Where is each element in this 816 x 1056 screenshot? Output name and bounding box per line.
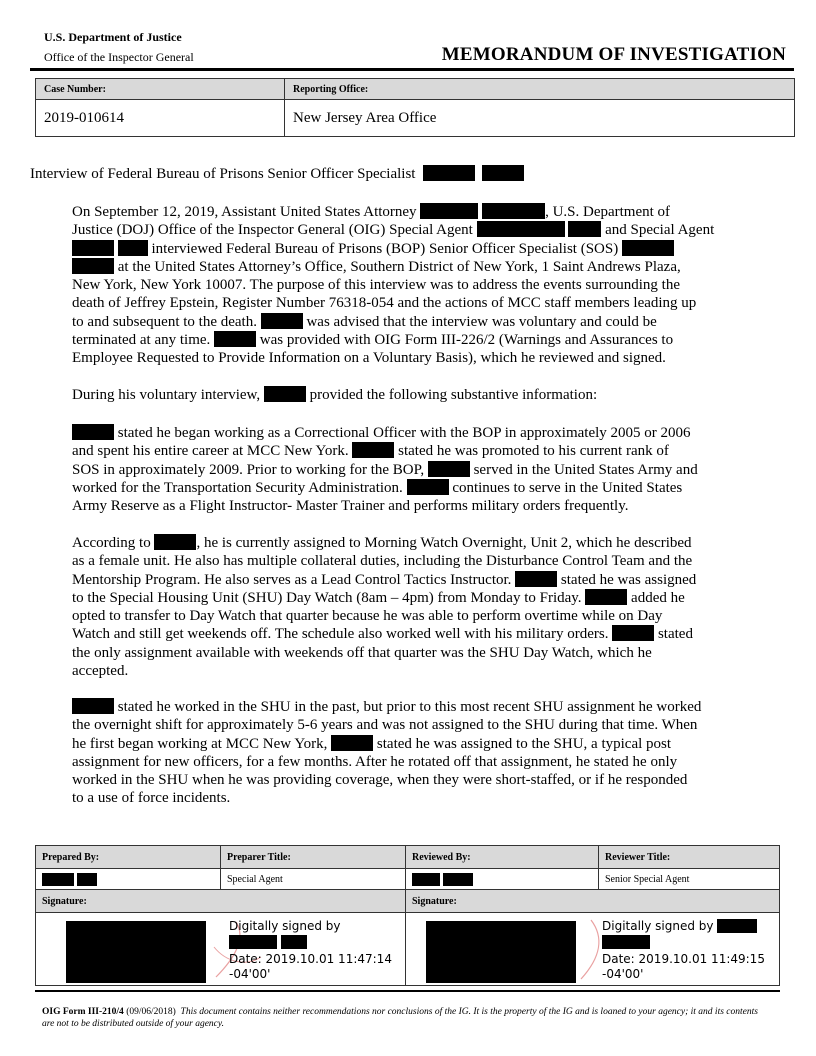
redaction [118, 240, 148, 256]
redaction [602, 935, 650, 949]
paragraph-5 [72, 698, 701, 808]
redaction [443, 873, 473, 886]
signature-timezone: -04'00' [229, 967, 271, 981]
text-run: at the United States Attorney’s Office, Southern District of New York, 1 Saint Andrews Plaza, [117, 258, 681, 275]
redaction [515, 571, 557, 587]
text-run: Justice (DOJ) Office of the Inspector General (OIG) Special Agent [72, 222, 473, 239]
redaction [428, 461, 470, 477]
redaction [477, 221, 565, 237]
reporting-office-label: Reporting Office: [285, 79, 795, 100]
redaction [568, 221, 601, 237]
digital-signature-text [602, 919, 765, 982]
case-info-table [35, 78, 795, 137]
text-run: During his voluntary interview, [72, 387, 261, 403]
text-run: stated he was assigned to the SHU, a typical post [376, 735, 672, 752]
paragraph-2 [72, 386, 597, 404]
text-run: , he is currently assigned to Morning Watch Overnight, Unit 2, which he described [196, 535, 692, 551]
redaction [72, 258, 114, 274]
redacted-signature [66, 921, 206, 983]
text-run: stated [657, 626, 693, 643]
text-line: New York, New York 10007. The purpose of this interview was to address the events surrounding the [72, 277, 680, 294]
text-run: terminated at any time. [72, 332, 211, 349]
text-run: continues to serve in the United States [452, 479, 683, 496]
redaction [482, 203, 545, 219]
text-run: stated he was promoted to his current rank of [398, 443, 669, 460]
redaction [261, 313, 303, 329]
redaction [331, 735, 373, 751]
text-line: Employee Requested to Provide Information on a Voluntary Basis), which he reviewed and signed. [72, 350, 666, 367]
redaction [612, 625, 654, 641]
preparer-signature-cell[interactable] [36, 913, 406, 986]
text-line: Army Reserve as a Flight Instructor- Master Trainer and performs military orders frequently. [72, 498, 629, 515]
text-run: served in the United States Army and [473, 461, 698, 478]
reviewer-signature-cell[interactable] [406, 913, 780, 986]
interview-subject [30, 165, 524, 183]
text-run: SOS in approximately 2009. Prior to working for the BOP, [72, 461, 425, 478]
redaction [264, 386, 306, 402]
redaction [281, 935, 307, 949]
redaction [154, 534, 196, 550]
signer-name [229, 935, 392, 951]
text-run: and Special Agent [605, 222, 715, 239]
subject-text: Interview of Federal Bureau of Prisons Senior Officer Specialist [30, 166, 416, 182]
agency-name: U.S. Department of Justice [44, 30, 182, 44]
text-run: was provided with OIG Form III-226/2 (Warnings and Assurances to [259, 332, 674, 349]
reviewed-by-label: Reviewed By: [406, 846, 599, 869]
paragraph-3 [72, 424, 698, 515]
text-line: the only assignment available with weekends off that quarter was the SHU Day Watch, which he [72, 644, 652, 661]
text-line: opted to transfer to Day Watch that quarter because he was able to perform overtime while on Day [72, 608, 663, 625]
text-run: added he [631, 589, 685, 606]
text-line: assignment for new officers, for a few months. After he rotated off that assignment, he stated he only [72, 753, 678, 770]
prepared-by-label: Prepared By: [36, 846, 221, 869]
redaction [622, 240, 674, 256]
text-run: According to [72, 535, 151, 551]
form-disclaimer: This document contains neither recommendations nor conclusions of the IG. It is the property of the IG and is loaned to your agency; it and its contents are not to be distributed outside of your agency. [42, 1007, 758, 1029]
text-line: the overnight shift for approximately 5-6 years and was not assigned to the SHU during that time. When [72, 717, 698, 734]
text-line: as a female unit. He also has multiple collateral duties, including the Disturbance Control Team and the [72, 553, 693, 570]
office-name: Office of the Inspector General [44, 50, 194, 64]
redaction [585, 589, 627, 605]
reviewer-title: Senior Special Agent [599, 869, 780, 890]
form-date: (09/06/2018) [126, 1007, 176, 1017]
text-run: to and subsequent to the death. [72, 313, 257, 330]
footer-rule [35, 990, 780, 992]
case-number-label: Case Number: [36, 79, 285, 100]
redaction [77, 873, 97, 886]
redaction [420, 203, 478, 219]
reviewer-title-label: Reviewer Title: [599, 846, 780, 869]
text-line: death of Jeffrey Epstein, Register Number 76318-054 and the actions of MCC staff members leading up [72, 295, 697, 312]
header-rule [30, 68, 794, 71]
digitally-signed-label: Digitally signed by [602, 919, 714, 933]
signature-label-right: Signature: [406, 890, 780, 913]
signature-timezone: -04'00' [602, 967, 644, 981]
text-run: Mentorship Program. He also serves as a Lead Control Tactics Instructor. [72, 571, 512, 588]
redaction [42, 873, 74, 886]
redaction [482, 165, 524, 181]
text-run: to the Special Housing Unit (SHU) Day Watch (8am – 4pm) from Monday to Friday. [72, 589, 582, 606]
text-run: he first began working at MCC New York, [72, 735, 328, 752]
reporting-office: New Jersey Area Office [285, 100, 795, 137]
redaction [72, 698, 114, 714]
text-run: provided the following substantive information: [309, 387, 598, 403]
digitally-signed-label: Digitally signed by [229, 919, 341, 933]
redaction [229, 935, 277, 949]
redaction [412, 873, 440, 886]
redaction [72, 240, 114, 256]
text-run: and spent his entire career at MCC New York. [72, 443, 349, 460]
case-number: 2019-010614 [36, 100, 285, 137]
form-id: OIG Form III-210/4 [42, 1007, 124, 1017]
text-line: accepted. [72, 663, 129, 680]
text-run: Watch and still get weekends off. The schedule also worked well with his military orders. [72, 626, 609, 643]
redaction [72, 424, 114, 440]
redaction [352, 442, 394, 458]
digital-signature-text [229, 919, 392, 982]
redaction [423, 165, 475, 181]
signature-table [35, 845, 780, 986]
paragraph-1 [72, 203, 714, 368]
preparer-title-label: Preparer Title: [221, 846, 406, 869]
document-title: MEMORANDUM OF INVESTIGATION [441, 44, 786, 65]
text-run: worked for the Transportation Security Administration. [72, 479, 403, 496]
signature-date: Date: 2019.10.01 11:47:14 [229, 952, 392, 966]
text-line: worked in the SHU when he was providing coverage, when they were short-staffed, or if he responded [72, 772, 688, 789]
signer-name [602, 935, 765, 951]
paragraph-4 [72, 534, 696, 680]
text-run: stated he was assigned [560, 571, 697, 588]
redaction [717, 919, 757, 933]
signature-label-left: Signature: [36, 890, 406, 913]
form-footer [42, 1006, 772, 1030]
text-run: stated he worked in the SHU in the past, but prior to this most recent SHU assignment he worked [117, 699, 702, 715]
reviewed-by-name [406, 869, 599, 890]
redaction [407, 479, 449, 495]
text-run: On September 12, 2019, Assistant United States Attorney [72, 204, 417, 220]
prepared-by-name [36, 869, 221, 890]
preparer-title: Special Agent [221, 869, 406, 890]
redaction [214, 331, 256, 347]
text-run: was advised that the interview was voluntary and could be [306, 313, 657, 330]
text-run: interviewed Federal Bureau of Prisons (BOP) Senior Officer Specialist (SOS) [151, 240, 619, 257]
text-run: , U.S. Department of [545, 204, 671, 220]
redacted-signature [426, 921, 576, 983]
text-line: to a use of force incidents. [72, 790, 231, 807]
signature-date: Date: 2019.10.01 11:49:15 [602, 952, 765, 966]
text-run: stated he began working as a Correctional Officer with the BOP in approximately 2005 or 2006 [117, 425, 691, 441]
